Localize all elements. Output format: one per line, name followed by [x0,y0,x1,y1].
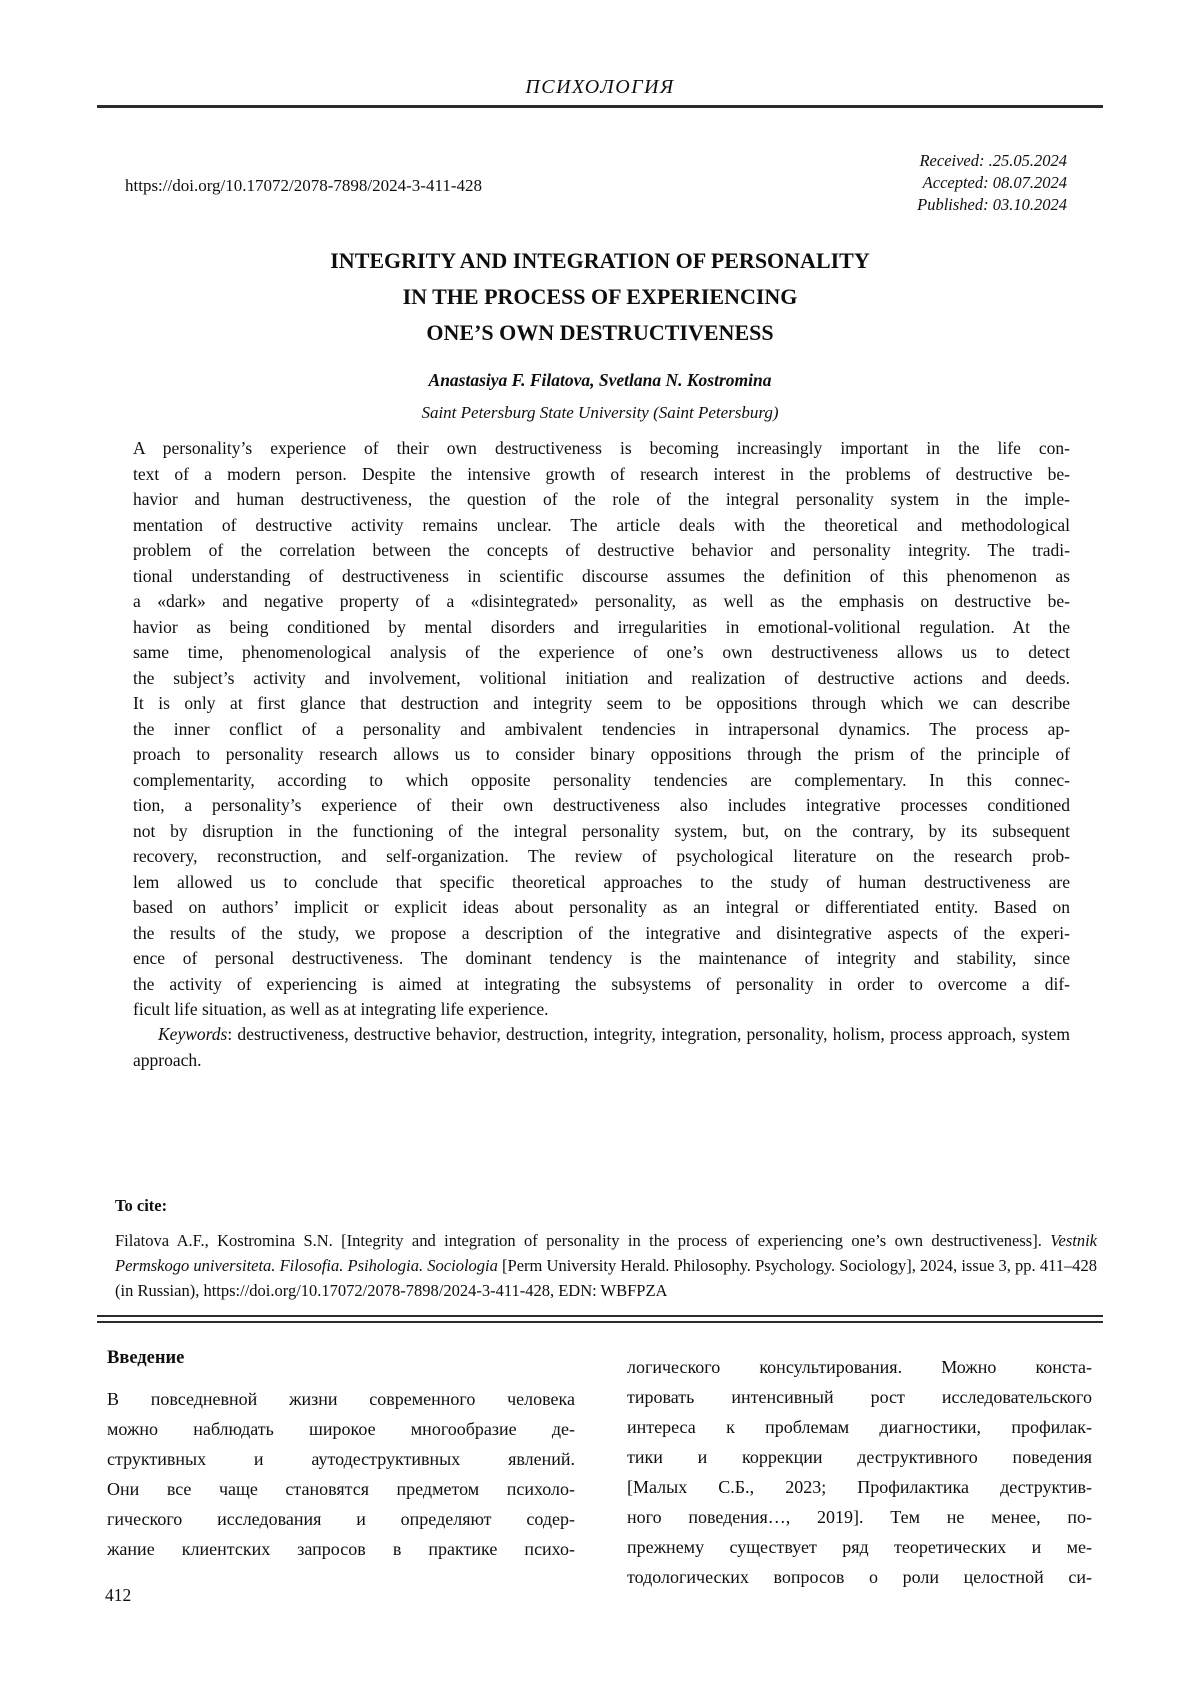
text-line: tion, a personality’s experience of their own destructiveness also includes integrative processes conditioned [133,795,1070,815]
text-line: proach to personality research allows us to consider binary oppositions through the prism of the principle of [133,744,1070,764]
citation-text: [Perm University Herald. Philosophy. Psychology. Sociology], 2024, issue 3, pp. 411–428 (in Russian), https://doi.org/10.17072/2078-7898/2024-3-411-428, EDN: WBFPZA [115,1256,1097,1300]
text-line: тодологических вопросов о роли целостной си- [627,1567,1092,1587]
text-line: complementarity, according to which opposite personality tendencies are complementary. In this connec- [133,769,1070,790]
text-line: the activity of experiencing is aimed at integrating the subsystems of personality in order to overcome a dif- [133,973,1070,994]
column-right [627,1352,1092,1592]
text-line: Они все чаще становятся предметом психоло- [107,1479,575,1499]
header-rule [97,105,1103,108]
text-line: not by disruption in the functioning of the integral personality system, but, on the contrary, by its subsequent [133,820,1070,841]
title-line: INTEGRITY AND INTEGRATION OF PERSONALITY [330,248,870,273]
text-line: same time, phenomenological analysis of the experience of one’s own destructiveness allows us to detect [133,642,1070,662]
text-line: тики и коррекции деструктивного поведения [627,1447,1092,1467]
column-left [107,1348,575,1564]
authors: Anastasiya F. Filatova, Svetlana N. Kostromina [428,370,772,390]
text-line: прежнему существует ряд теоретических и ме- [627,1537,1092,1557]
text-line: В повседневной жизни современного человека [107,1389,575,1409]
to-cite-label: To cite: [115,1196,168,1215]
text-line: mentation of destructive activity remains unclear. The article deals with the theoretical and methodological [133,514,1070,535]
doi-link[interactable]: https://doi.org/10.17072/2078-7898/2024-3-411-428 [125,176,482,195]
keywords-label: Keywords [158,1024,228,1044]
accepted-date: Accepted: 08.07.2024 [922,173,1067,192]
citation [115,1228,1097,1303]
text-line: интереса к проблемам диагностики, профилак- [627,1417,1092,1437]
text-line: havior as being conditioned by mental disorders and irregularities in emotional-volitional regulation. At the [133,616,1070,637]
intro-paragraph-left [107,1384,575,1564]
keywords [133,1022,1070,1073]
text-line: ного поведения…, 2019]. Тем не менее, по- [627,1507,1092,1527]
text-line: text of a modern person. Despite the intensive growth of research interest in the problems of destructive be- [133,463,1070,484]
text-line: lem allowed us to conclude that specific theoretical approaches to the study of human destructiveness are [133,871,1070,892]
dates-block [917,150,1067,216]
abstract [133,436,1070,1023]
text-line: жание клиентских запросов в практике психо- [107,1539,575,1559]
text-line: the inner conflict of a personality and ambivalent tendencies in intrapersonal dynamics. The process ap- [133,718,1070,739]
section-divider-double-rule [97,1315,1103,1323]
text-line: based on authors’ implicit or explicit ideas about personality as an integral or differentiated entity. Based on [133,897,1070,917]
text-line: структивных и аутодеструктивных явлений. [107,1449,575,1469]
text-line: ficult life situation, as well as at integrating life experience. [133,999,549,1019]
text-line: логического консультирования. Можно конста- [627,1357,1092,1377]
title-line: IN THE PROCESS OF EXPERIENCING [402,284,798,309]
running-head: ПСИХОЛОГИЯ [525,76,675,98]
text-line: problem of the correlation between the concepts of destructive behavior and personality integrity. The tradi- [133,540,1070,560]
text-line: можно наблюдать широкое многообразие де- [107,1419,575,1439]
intro-paragraph-right [627,1352,1092,1592]
text-line: ence of personal destructiveness. The dominant tendency is the maintenance of integrity and stability, since [133,948,1070,968]
text-line: A personality’s experience of their own destructiveness is becoming increasingly important in the life con- [133,438,1070,458]
keywords-text: : destructiveness, destructive behavior, destruction, integrity, integration, personality, holism, process approach, system approach. [133,1024,1070,1070]
text-line: tional understanding of destructiveness in scientific discourse assumes the definition of this phenomenon as [133,565,1070,586]
text-line: гического исследования и определяют содер- [107,1509,575,1529]
article-title [0,243,1200,351]
text-line: a «dark» and negative property of a «disintegrated» personality, as well as the emphasis on destructive be- [133,591,1070,611]
text-line: havior and human destructiveness, the question of the role of the integral personality system in the imple- [133,489,1070,509]
text-line: the subject’s activity and involvement, volitional initiation and realization of destructive actions and deeds. [133,667,1070,688]
citation-journal-italic: Vestnik Permskogo universiteta. Filosofia. Psihologia. Sociologia [115,1231,1097,1275]
received-date: Received: .25.05.2024 [919,151,1067,170]
page-number: 412 [105,1585,132,1605]
text-line: the results of the study, we propose a description of the integrative and disintegrative aspects of the experi- [133,922,1070,943]
citation-text: Filatova A.F., Kostromina S.N. [Integrity and integration of personality in the process of experiencing one’s own destructiveness]. [115,1231,1051,1250]
text-line: recovery, reconstruction, and self-organization. The review of psychological literature on the research prob- [133,846,1070,866]
title-line: ONE’S OWN DESTRUCTIVENESS [426,320,774,345]
affiliation: Saint Petersburg State University (Saint Petersburg) [421,403,779,422]
intro-heading: Введение [107,1348,185,1368]
text-line: тировать интенсивный рост исследовательского [627,1387,1092,1407]
text-line: It is only at first glance that destruction and integrity seem to be oppositions through which we can describe [133,693,1070,713]
text-line: [Малых С.Б., 2023; Профилактика деструктив- [627,1477,1092,1497]
published-date: Published: 03.10.2024 [917,195,1067,214]
